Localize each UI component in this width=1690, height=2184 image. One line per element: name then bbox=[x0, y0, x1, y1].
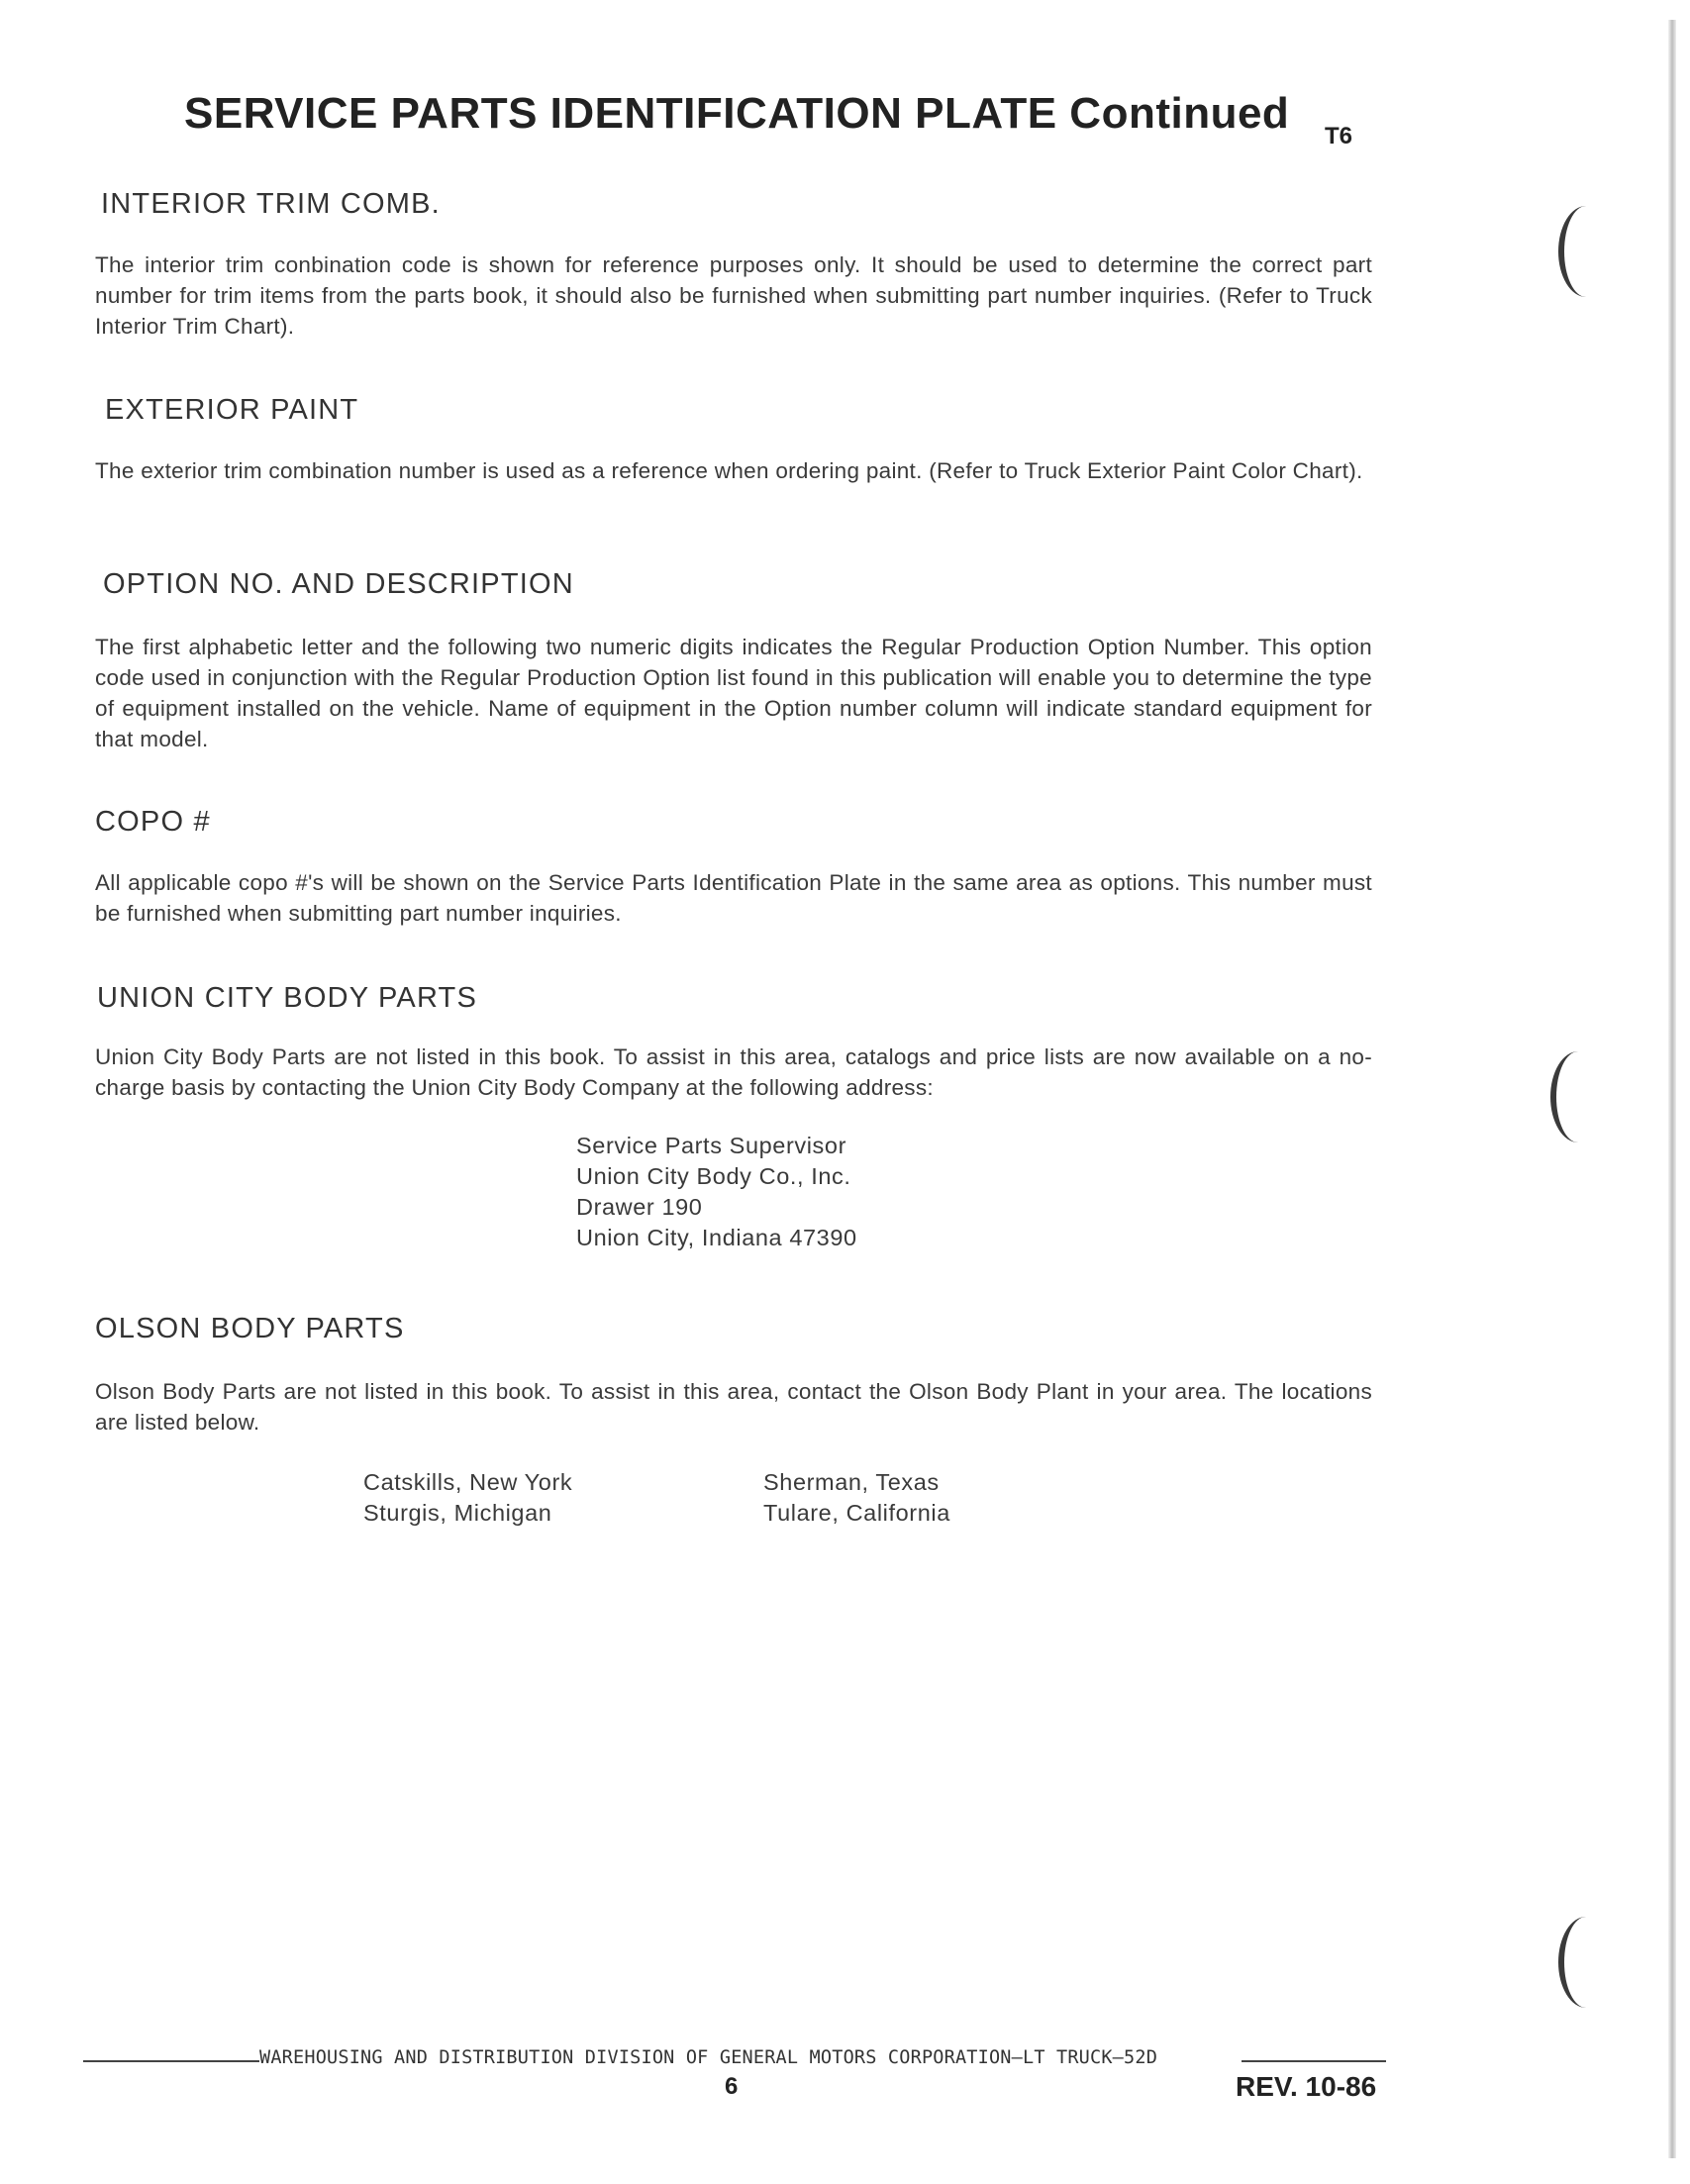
address-line: Service Parts Supervisor bbox=[576, 1133, 846, 1158]
page-code: T6 bbox=[1325, 123, 1353, 149]
binder-edge bbox=[1668, 20, 1676, 2158]
section-heading-olson: OLSON BODY PARTS bbox=[95, 1313, 405, 1344]
section-heading-union-city: UNION CITY BODY PARTS bbox=[97, 982, 478, 1014]
section-heading-option-no: OPTION NO. AND DESCRIPTION bbox=[103, 568, 574, 600]
footer-rule bbox=[83, 2060, 259, 2062]
union-city-address bbox=[576, 1131, 857, 1253]
address-line: Union City, Indiana 47390 bbox=[576, 1225, 857, 1250]
binder-hole bbox=[1550, 1051, 1606, 1142]
location-item: Catskills, New York bbox=[363, 1469, 573, 1495]
section-text-olson: Olson Body Parts are not listed in this book. To assist in this area, contact the Olson Body Plant in your area. The locations are listed below. bbox=[95, 1379, 1372, 1435]
olson-locations-column bbox=[763, 1467, 950, 1529]
section-text-copo: All applicable copo #'s will be shown on the Service Parts Identification Plate in the same area as options. This number must be furnished when submitting part number inquiries. bbox=[95, 870, 1372, 926]
section-text-union-city: Union City Body Parts are not listed in this book. To assist in this area, catalogs and price lists are now available on a no-charge basis by contacting the Union City Body Company at the following address: bbox=[95, 1044, 1372, 1100]
footer-rule bbox=[1242, 2060, 1386, 2062]
section-heading-exterior-paint: EXTERIOR PAINT bbox=[105, 394, 359, 426]
binder-hole bbox=[1558, 206, 1614, 297]
binder-hole bbox=[1558, 1917, 1614, 2008]
olson-locations-column bbox=[363, 1467, 572, 1529]
revision-label: REV. 10-86 bbox=[1236, 2071, 1377, 2102]
section-heading-copo: COPO # bbox=[95, 806, 211, 838]
section-text-option-no: The first alphabetic letter and the following two numeric digits indicates the Regular Production Option Number. This option code used in conjunction with the Regular Production Option list found in this publication will enable you to determine the type of equipment installed on the vehicle. Name of equipment in the Option number column will indicate standard equipment for that model. bbox=[95, 635, 1372, 751]
location-item: Sturgis, Michigan bbox=[363, 1500, 552, 1526]
address-line: Union City Body Co., Inc. bbox=[576, 1163, 851, 1189]
footer-text: WAREHOUSING AND DISTRIBUTION DIVISION OF GENERAL MOTORS CORPORATION—LT TRUCK—52D bbox=[259, 2047, 1158, 2068]
location-item: Sherman, Texas bbox=[763, 1469, 940, 1495]
page-number: 6 bbox=[725, 2073, 739, 2100]
address-line: Drawer 190 bbox=[576, 1194, 703, 1220]
section-text-interior-trim: The interior trim conbination code is shown for reference purposes only. It should be used to determine the correct part number for trim items from the parts book, it should also be furnished when submitting part number inquiries. (Refer to Truck Interior Trim Chart). bbox=[95, 252, 1372, 339]
section-text-exterior-paint: The exterior trim combination number is used as a reference when ordering paint. (Refer to Truck Exterior Paint Color Chart). bbox=[95, 458, 1363, 483]
page-title: SERVICE PARTS IDENTIFICATION PLATE Continued bbox=[184, 89, 1290, 138]
section-heading-interior-trim: INTERIOR TRIM COMB. bbox=[101, 188, 441, 220]
location-item: Tulare, California bbox=[763, 1500, 950, 1526]
